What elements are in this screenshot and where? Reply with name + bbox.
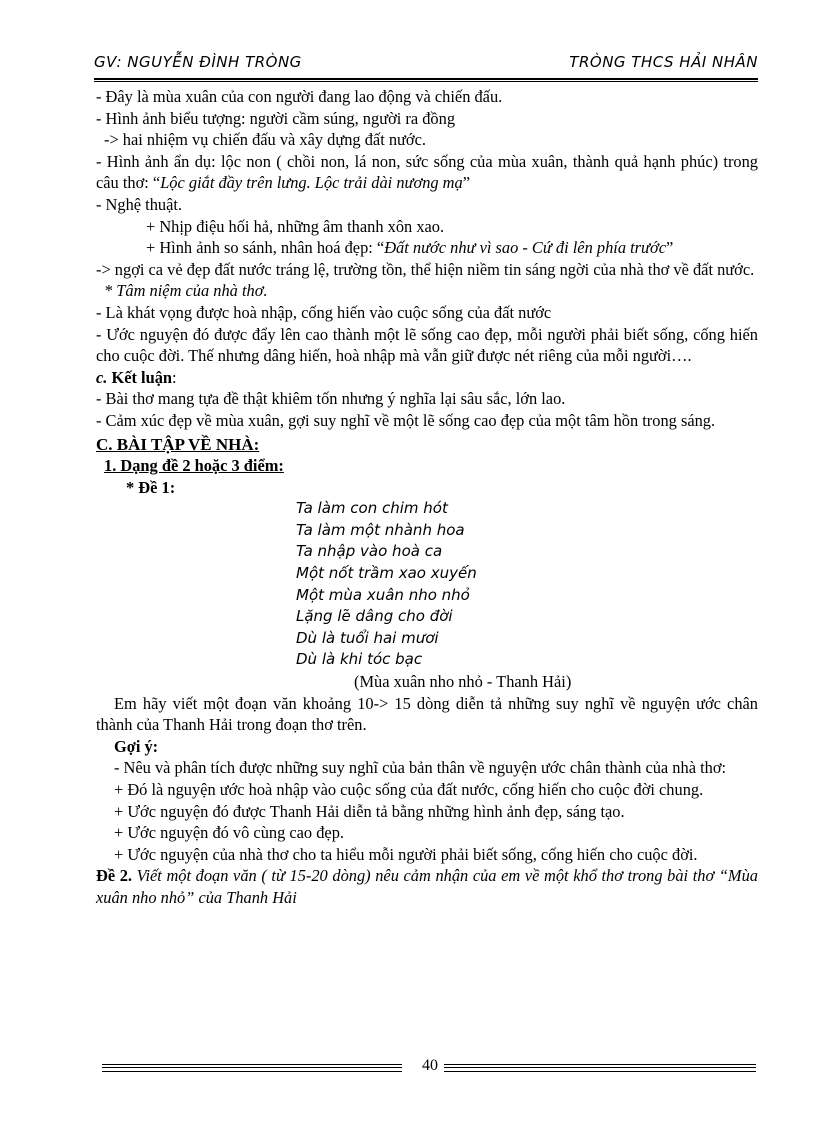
text-line: - Nghệ thuật. [96, 194, 183, 214]
hint-line: + Đó là nguyện ước hoà nhập vào cuộc sống của đất nước, cống hiến cho cuộc đời chung. [114, 780, 704, 799]
text-paragraph: - Cảm xúc đẹp về mùa xuân, gợi suy nghĩ về một lẽ sống cao đẹp của một tâm hồn trong sáng. [96, 410, 716, 430]
page-footer [102, 1057, 756, 1081]
text-paragraph [96, 151, 758, 194]
text-line: - Hình ảnh biểu tượng: người cầm súng, người ra đồng [96, 108, 456, 128]
exercise-type-heading: 1. Dạng đề 2 hoặc 3 điểm: [104, 456, 284, 476]
header-teacher: GV: NGUYỄN ĐÌNH TRÒNG [94, 53, 302, 71]
header-school: TRÒNG THCS HẢI NHÂN [569, 53, 758, 71]
hint-line: + Ước nguyện đó được Thanh Hải diễn tả bằng những hình ảnh đẹp, sáng tạo. [114, 801, 625, 821]
poem-line: Ta nhập vào hoà ca [296, 542, 443, 561]
quote-italic: Lộc giắt đầy trên lưng. Lộc trải dài nương mạ [160, 173, 463, 193]
poem-line: Ta làm con chim hót [296, 499, 448, 518]
exercise-2-text: Viết một đoạn văn ( từ 15-20 dòng) nêu cảm nhận của em về một khổ thơ trong bài thơ “Mùa xuân nho nhỏ” của Thanh Hải [96, 866, 758, 907]
text-span: + Hình ảnh so sánh, nhân hoá đẹp: “ [146, 238, 385, 258]
body-content [96, 86, 758, 909]
header-rule [94, 78, 758, 80]
hint-heading: Gợi ý: [114, 736, 159, 756]
subheading-conclusion [96, 367, 758, 389]
section-heading: C. BÀI TẬP VỀ NHÀ: [96, 434, 260, 454]
page-number: 40 [422, 1057, 438, 1074]
text-span: : [172, 367, 177, 387]
text-paragraph [96, 237, 758, 259]
hint-line: - Nêu và phân tích được những suy nghĩ của bản thân về nguyện ước chân thành của nhà thơ: [114, 758, 727, 778]
quote-italic: Đất nước như vì sao - Cứ đi lên phía trước [384, 238, 667, 258]
poem-line: Ta làm một nhành hoa [296, 520, 465, 539]
poem-line: Dù là tuổi hai mươi [296, 628, 439, 647]
poem-line: Một nốt trầm xao xuyến [296, 564, 477, 583]
poem-line: Lặng lẽ dâng cho đời [296, 607, 453, 626]
poem [96, 498, 758, 671]
text-line: * Tâm niệm của nhà thơ. [104, 281, 268, 301]
text-paragraph: - Ước nguyện đó được đẩy lên cao thành một lẽ sống cao đẹp, mỗi người phải biết sống, cống hiến cho cuộc đời. Thế nhưng dâng hiến, hoà nhập mà vẫn giữ được nét riêng của mỗi người…. [96, 324, 758, 366]
text-line: -> hai nhiệm vụ chiến đấu và xây dựng đất nước. [104, 130, 426, 150]
footer-rule-right [444, 1064, 756, 1072]
text-line: - Đây là mùa xuân của con người đang lao động và chiến đấu. [96, 87, 503, 106]
hint-line: + Ước nguyện của nhà thơ cho ta hiểu mỗi người phải biết sống, cống hiến cho cuộc đời. [114, 844, 698, 864]
text-line: - Là khát vọng được hoà nhập, cống hiến vào cuộc sống của đất nước [96, 302, 552, 322]
hint-line: + Ước nguyện đó vô cùng cao đẹp. [114, 823, 344, 843]
page-header [94, 53, 758, 77]
text-line: - Bài thơ mang tựa đề thật khiêm tốn nhưng ý nghĩa lại sâu sắc, lớn lao. [96, 389, 566, 409]
poem-source: (Mùa xuân nho nhỏ - Thanh Hải) [354, 672, 572, 692]
task-paragraph: Em hãy viết một đoạn văn khoảng 10-> 15 dòng diễn tả những suy nghĩ về nguyện ước chân thành của Thanh Hải trong đoạn thơ trên. [96, 693, 758, 735]
text-paragraph: -> ngợi ca vẻ đẹp đất nước tráng lệ, trường tồn, thể hiện niềm tin sáng ngời của nhà thơ về đất nước. [96, 259, 755, 279]
header-rule-thin [94, 81, 758, 82]
footer-rule-left [102, 1064, 402, 1072]
exercise-label: * Đề 1: [126, 477, 176, 497]
poem-line: Một mùa xuân nho nhỏ [296, 585, 470, 604]
exercise-2-label: Đề 2. [96, 866, 133, 886]
text-span: ” [462, 173, 470, 193]
subheading-letter: c. [96, 367, 108, 387]
text-span: ” [666, 238, 674, 258]
subheading-title: Kết luận [107, 367, 173, 387]
text-span: - Hình ảnh ẩn dụ: lộc non ( chồi non, lá non, sức sống của mùa xuân, thành quả hạnh phúc) trong câu thơ: “ [96, 151, 758, 193]
text-line: + Nhịp điệu hối hả, những âm thanh xôn xao. [146, 216, 445, 236]
exercise-2 [96, 865, 758, 908]
poem-line: Dù là khi tóc bạc [296, 650, 423, 669]
